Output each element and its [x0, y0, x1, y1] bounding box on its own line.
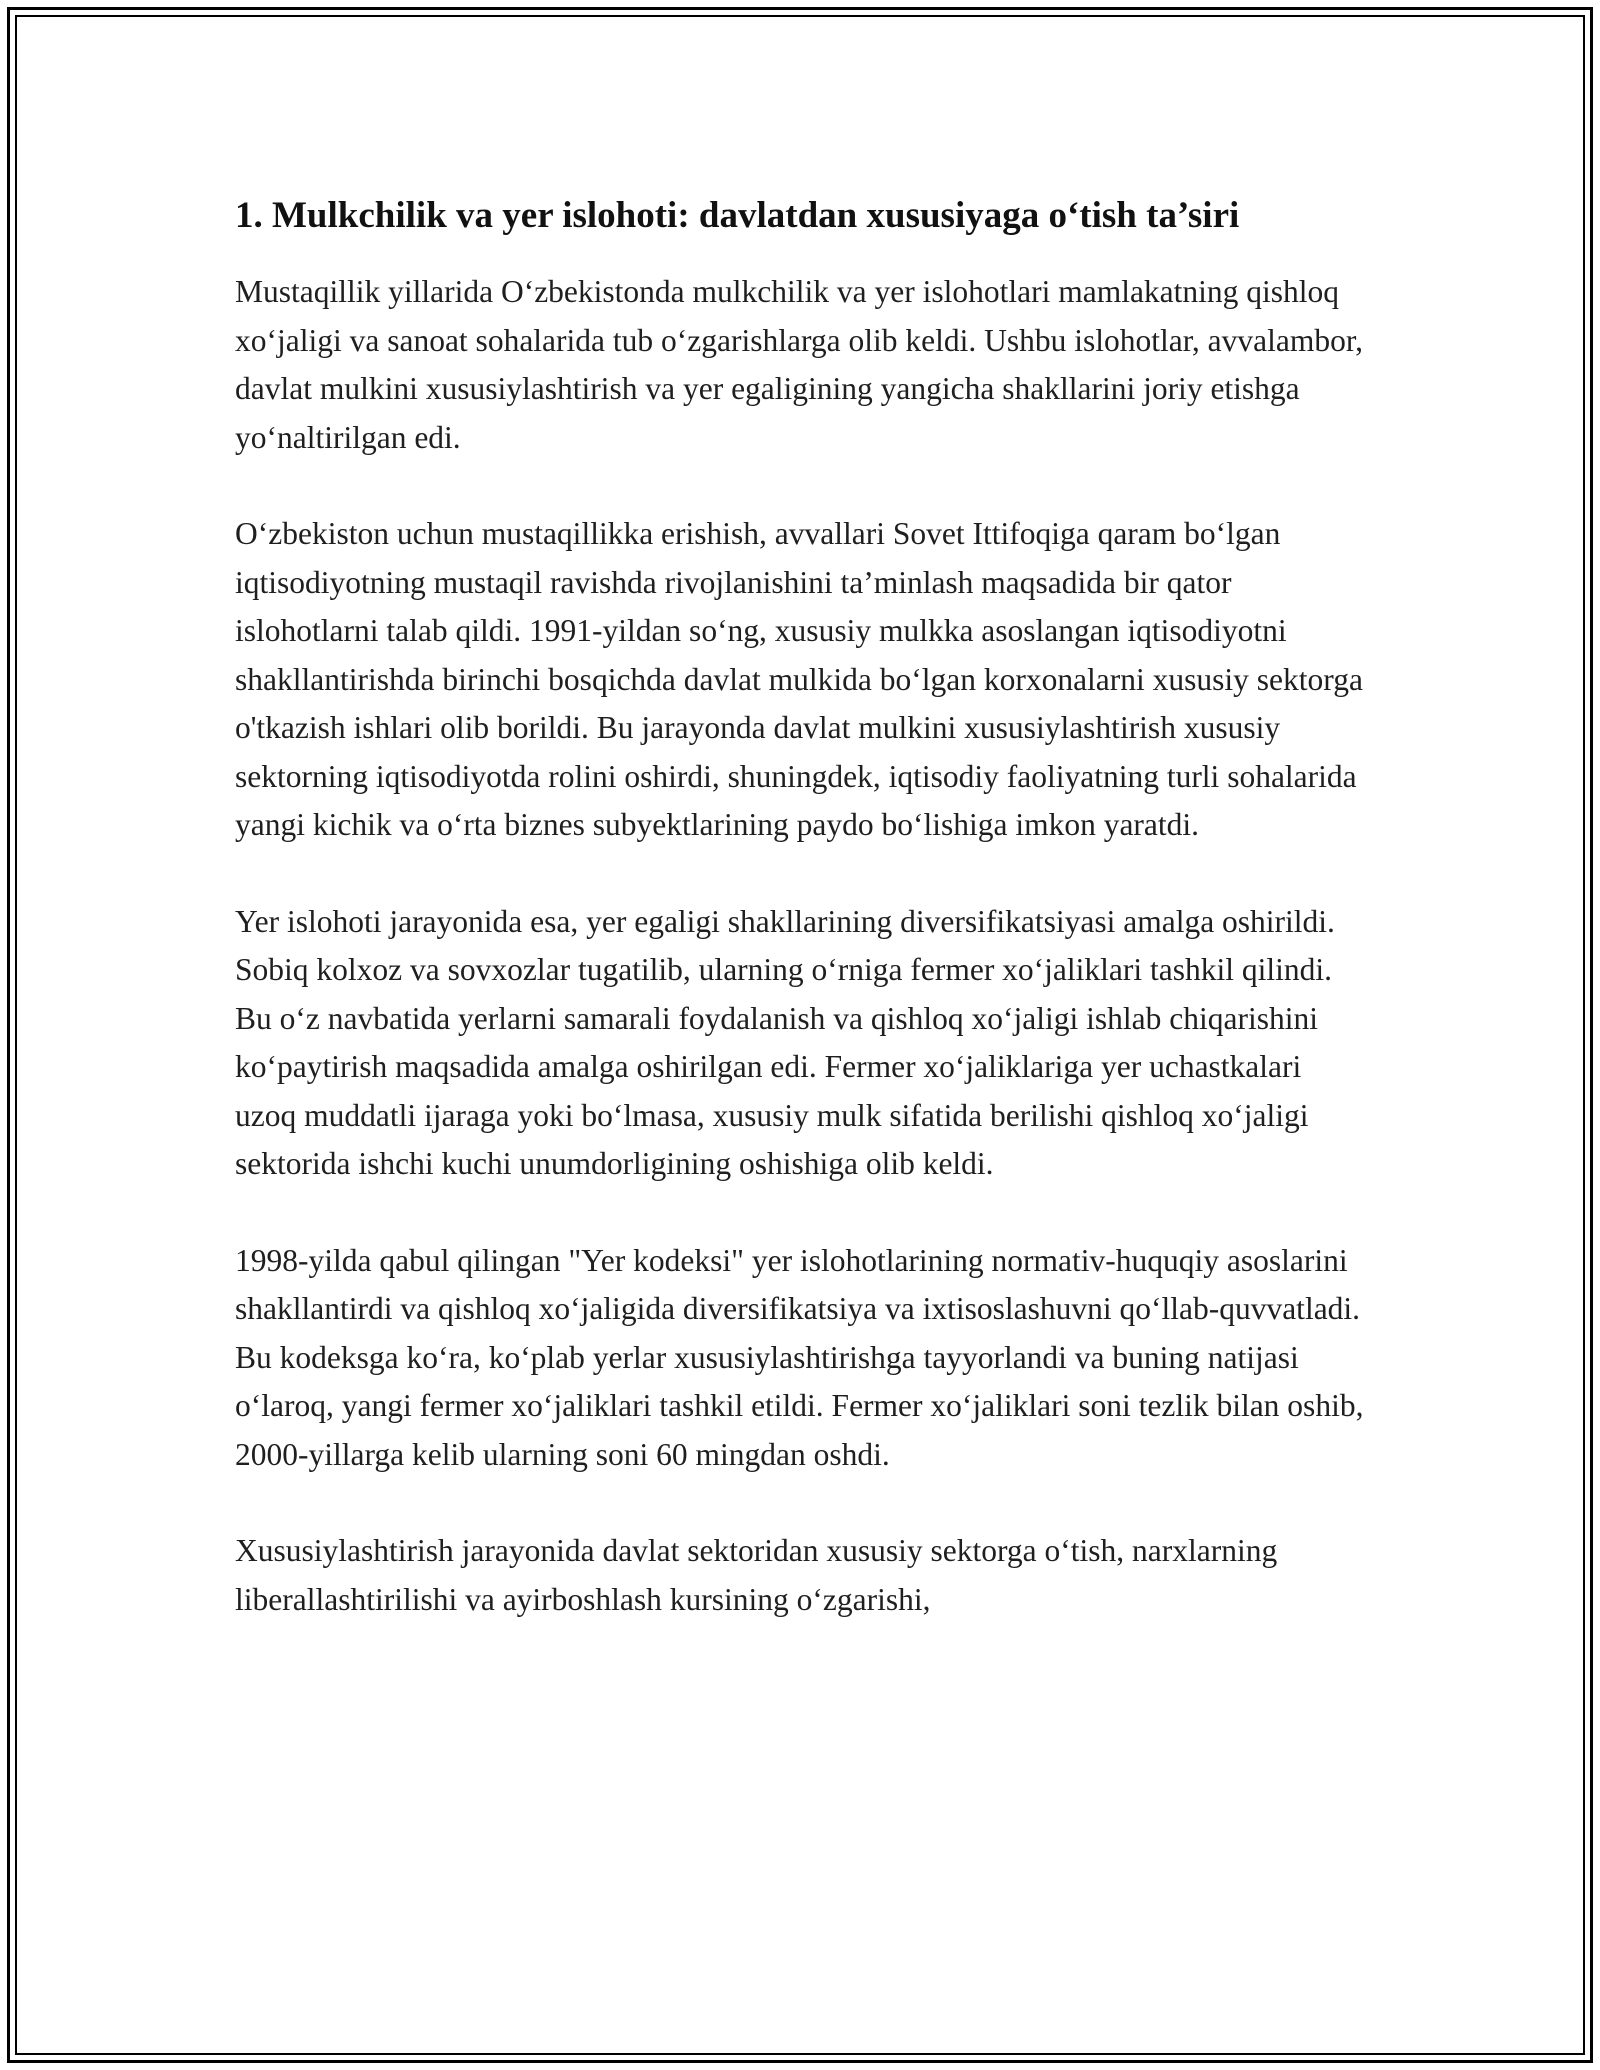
paragraph-2: O‘zbekiston uchun mustaqillikka erishish, avvallari Sovet Ittifoqiga qaram bo‘lgan iqtisodiyotning mustaqil ravishda rivojlanishini ta’minlash maqsadida bir qator islohotlarni talab qildi. 1991-yildan so‘ng, xususiy mulkka asoslangan iqtisodiyotni shakllantirishda birinchi bosqichda davlat mulkida bo‘lgan korxonalarni xususiy sektorga o'tkazish ishlari olib borildi. Bu jarayonda davlat mulkini xususiylashtirish xususiy sektorning iqtisodiyotda rolini oshirdi, shuningdek, iqtisodiy faoliyatning turli sohalarida yangi kichik va o‘rta biznes subyektlarining paydo bo‘lishiga imkon yaratdi. [235, 516, 1363, 842]
section-heading: 1. Mulkchilik va yer islohoti: davlatdan xususiyaga o‘tish ta’siri [235, 195, 1240, 236]
paragraph-5: Xususiylashtirish jarayonida davlat sektoridan xususiy sektorga o‘tish, narxlarning liberallashtirilishi va ayirboshlash kursining o‘zgarishi, [235, 1533, 1278, 1617]
paragraph-3: Yer islohoti jarayonida esa, yer egaligi shakllarining diversifikatsiyasi amalga oshirildi. Sobiq kolxoz va sovxozlar tugatilib, ularning o‘rniga fermer xo‘jaliklari tashkil qilindi. Bu o‘z navbatida yerlarni samarali foydalanish va qishloq xo‘jaligi ishlab chiqarishini ko‘paytirish maqsadida amalga oshirilgan edi. Fermer xo‘jaliklariga yer uchastkalari uzoq muddatli ijaraga yoki bo‘lmasa, xususiy mulk sifatida berilishi qishloq xo‘jaligi sektorida ishchi kuchi unumdorligining oshishiga olib keldi. [235, 903, 1335, 1181]
document-body [235, 188, 1365, 1672]
paragraph-4: 1998-yilda qabul qilingan "Yer kodeksi" yer islohotlarining normativ-huquqiy asoslarini shakllantirdi va qishloq xo‘jaligida diversifikatsiya va ixtisoslashuvni qo‘llab-quvvatladi. Bu kodeksga ko‘ra, ko‘plab yerlar xususiylashtirishga tayyorlandi va buning natijasi o‘laroq, yangi fermer xo‘jaliklari tashkil etildi. Fermer xo‘jaliklari soni tezlik bilan oshib, 2000-yillarga kelib ularning soni 60 mingdan oshdi. [235, 1242, 1364, 1472]
paragraph-1: Mustaqillik yillarida O‘zbekistonda mulkchilik va yer islohotlari mamlakatning qishloq xo‘jaligi va sanoat sohalarida tub o‘zgarishlarga olib keldi. Ushbu islohotlar, avvalambor, davlat mulkini xususiylashtirish va yer egaligining yangicha shakllarini joriy etishga yo‘naltirilgan edi. [235, 274, 1363, 455]
